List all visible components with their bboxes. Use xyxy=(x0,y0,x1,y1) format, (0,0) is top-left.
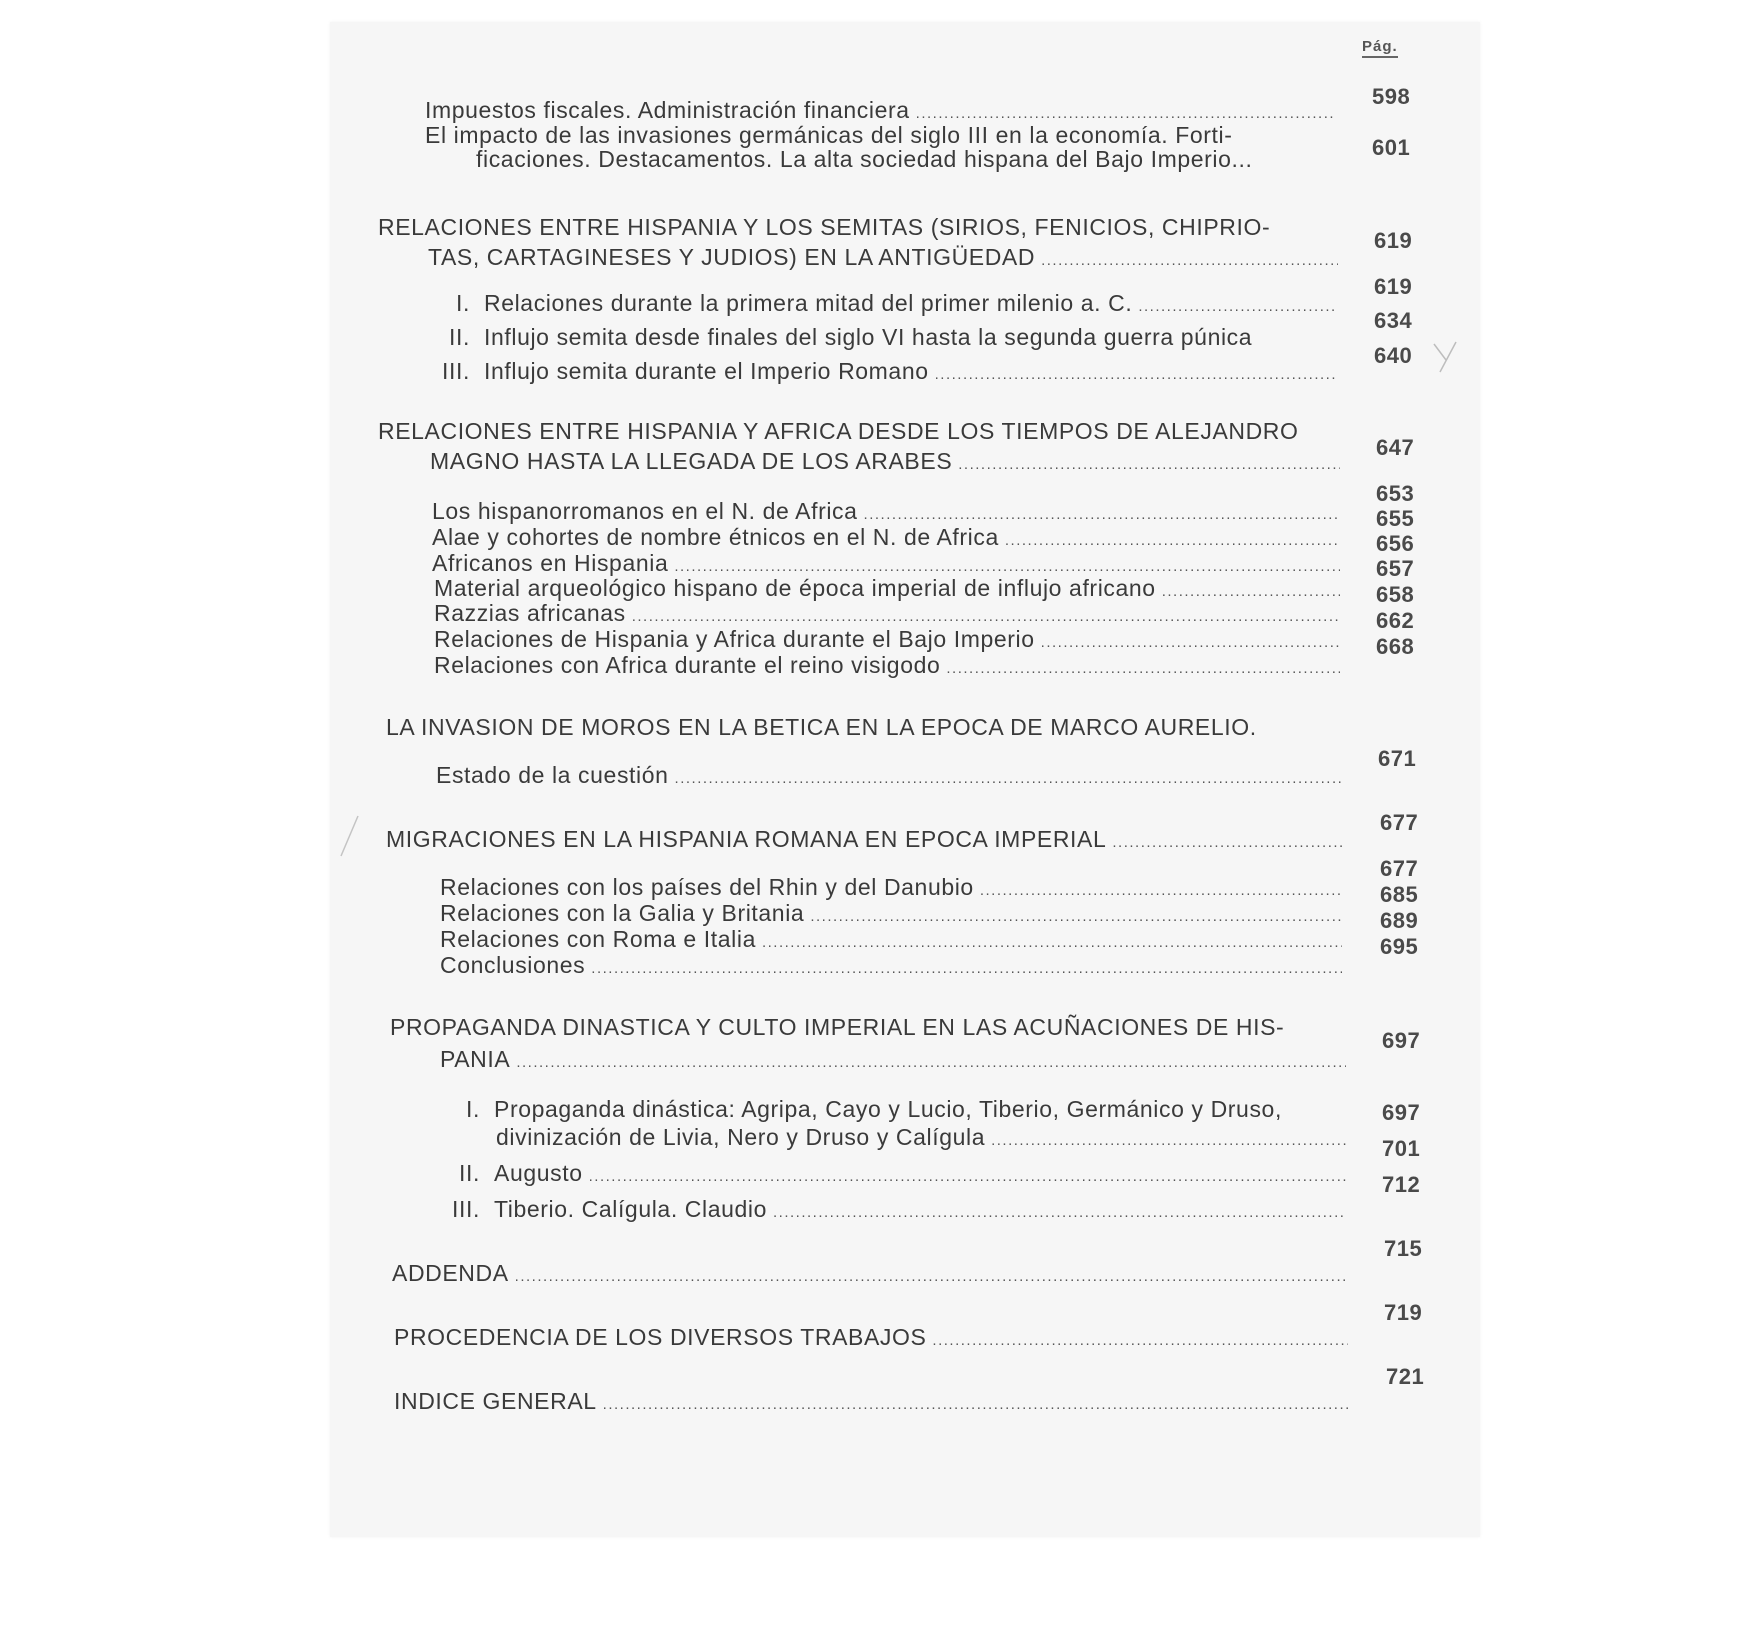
toc-entry-text: Alae y cohortes de nombre étnicos en el N. de Africa xyxy=(432,524,999,550)
leader-dots xyxy=(591,954,1342,984)
leader-dots xyxy=(1112,828,1342,858)
toc-entry-text: Influjo semita desde finales del siglo VI hasta la segunda guerra púnica xyxy=(484,324,1253,350)
toc-page-number: 656 xyxy=(1376,531,1415,556)
leader-dots xyxy=(958,450,1340,480)
toc-entry xyxy=(450,1094,1346,1124)
leader-dots xyxy=(773,1198,1346,1228)
toc-entry-text: Material arqueológico hispano de época imperial de influjo africano xyxy=(434,575,1156,601)
leader-dots xyxy=(935,360,1338,390)
toc-page-number: 689 xyxy=(1380,908,1419,933)
toc-entry xyxy=(476,144,1336,174)
toc-entry-text: Tiberio. Calígula. Claudio xyxy=(494,1196,767,1222)
roman-numeral: I. xyxy=(456,290,470,316)
toc-page-number: 658 xyxy=(1376,582,1415,607)
toc-entry-text: El impacto de las invasiones germánicas del siglo III en la economía. Forti- xyxy=(425,122,1233,148)
section-heading xyxy=(394,1322,1348,1352)
toc-page-number: 598 xyxy=(1372,84,1411,109)
leader-dots xyxy=(932,1326,1348,1356)
toc-entry-text: divinización de Livia, Nero y Druso y Calígula xyxy=(496,1124,986,1150)
section-heading-text: PANIA xyxy=(440,1046,511,1072)
toc-entry xyxy=(430,1194,1346,1224)
section-heading-text: LA INVASION DE MOROS EN LA BETICA EN LA EPOCA DE MARCO AURELIO. xyxy=(386,714,1257,740)
toc-page-number: 695 xyxy=(1380,934,1419,959)
toc-page-number: 653 xyxy=(1376,481,1415,506)
roman-numeral: III. xyxy=(442,358,470,384)
toc-page-number: 655 xyxy=(1376,506,1415,531)
toc-entry-text: Conclusiones xyxy=(440,952,586,978)
section-heading xyxy=(378,416,1340,446)
toc-page-number: 668 xyxy=(1376,634,1415,659)
page-column-header: Pág. xyxy=(1362,38,1398,58)
leader-dots xyxy=(515,1262,1348,1292)
toc-page-number: 697 xyxy=(1382,1100,1421,1125)
toc-entry xyxy=(430,322,1338,352)
section-heading xyxy=(378,212,1338,242)
toc-page-number: 601 xyxy=(1372,135,1411,160)
toc-page-number: 634 xyxy=(1374,308,1413,333)
roman-numeral: II. xyxy=(449,324,470,350)
leader-dots xyxy=(1041,246,1338,276)
toc-page-number: 677 xyxy=(1380,856,1419,881)
section-heading xyxy=(430,446,1340,476)
section-heading-text: MIGRACIONES EN LA HISPANIA ROMANA EN EPOCA IMPERIAL xyxy=(386,826,1107,852)
section-heading xyxy=(392,1258,1348,1288)
toc-entry-text: Relaciones de Hispania y Africa durante el Bajo Imperio xyxy=(434,626,1035,652)
leader-dots xyxy=(516,1048,1346,1078)
toc-entry-text: Relaciones con Africa durante el reino visigodo xyxy=(434,652,941,678)
section-heading-text: ADDENDA xyxy=(392,1260,509,1286)
toc-page-number: 715 xyxy=(1384,1236,1423,1261)
toc-entry xyxy=(420,356,1338,386)
toc-entry-text: Influjo semita durante el Imperio Romano xyxy=(484,358,929,384)
toc-entry xyxy=(496,1122,1346,1152)
leader-dots xyxy=(946,654,1340,684)
roman-numeral: I. xyxy=(466,1096,480,1122)
leader-dots xyxy=(603,1390,1350,1420)
section-heading-text: MAGNO HASTA LA LLEGADA DE LOS ARABES xyxy=(430,448,953,474)
toc-entry-text: Los hispanorromanos en el N. de Africa xyxy=(432,498,858,524)
toc-page-number: 619 xyxy=(1374,228,1413,253)
toc-page-number: 701 xyxy=(1382,1136,1421,1161)
section-heading-text: RELACIONES ENTRE HISPANIA Y AFRICA DESDE LOS TIEMPOS DE ALEJANDRO xyxy=(378,418,1299,444)
section-heading xyxy=(394,1386,1350,1416)
toc-page-number: 640 xyxy=(1374,343,1413,368)
pencil-mark-icon xyxy=(1432,340,1462,374)
section-heading xyxy=(386,824,1342,854)
toc-entry-text: Relaciones durante la primera mitad del primer milenio a. C. xyxy=(484,290,1133,316)
section-heading xyxy=(440,1044,1346,1074)
toc-page-number: 697 xyxy=(1382,1028,1421,1053)
toc-entry xyxy=(440,288,1338,318)
section-heading xyxy=(390,1012,1346,1042)
toc-entry-text: Relaciones con los países del Rhin y del Danubio xyxy=(440,874,974,900)
leader-dots xyxy=(1138,292,1338,322)
toc-entry-text: Augusto xyxy=(494,1160,583,1186)
toc-page-number: 662 xyxy=(1376,608,1415,633)
toc-entry xyxy=(440,1158,1346,1188)
toc-entry xyxy=(434,650,1340,680)
toc-page-number: 619 xyxy=(1374,274,1413,299)
section-heading-text: INDICE GENERAL xyxy=(394,1388,597,1414)
toc-page-number: 671 xyxy=(1378,746,1417,771)
section-heading xyxy=(386,712,1346,742)
toc-entry xyxy=(436,760,1342,790)
roman-numeral: III. xyxy=(452,1196,480,1222)
toc-entry-text: Relaciones con la Galia y Britania xyxy=(440,900,805,926)
leader-dots xyxy=(675,764,1342,794)
toc-page-number: 647 xyxy=(1376,435,1415,460)
pencil-mark-icon xyxy=(338,814,360,858)
toc-page-number: 685 xyxy=(1380,882,1419,907)
section-heading-text: RELACIONES ENTRE HISPANIA Y LOS SEMITAS (SIRIOS, FENICIOS, CHIPRIO- xyxy=(378,214,1271,240)
toc-entry-text: Impuestos fiscales. Administración financiera xyxy=(425,97,910,123)
section-heading-text: TAS, CARTAGINESES Y JUDIOS) EN LA ANTIGÜEDAD xyxy=(428,244,1036,270)
section-heading xyxy=(428,242,1338,272)
toc-page-number: 677 xyxy=(1380,810,1419,835)
toc-entry-text: Relaciones con Roma e Italia xyxy=(440,926,756,952)
leader-dots xyxy=(589,1162,1346,1192)
toc-entry xyxy=(440,950,1342,980)
roman-numeral: II. xyxy=(459,1160,480,1186)
leader-dots xyxy=(991,1126,1346,1156)
toc-page-number: 721 xyxy=(1386,1364,1425,1389)
toc-entry-text: Razzias africanas xyxy=(434,600,626,626)
toc-page-number: 719 xyxy=(1384,1300,1423,1325)
section-heading-text: PROCEDENCIA DE LOS DIVERSOS TRABAJOS xyxy=(394,1324,927,1350)
toc-entry-text: Estado de la cuestión xyxy=(436,762,669,788)
section-heading-text: PROPAGANDA DINASTICA Y CULTO IMPERIAL EN LAS ACUÑACIONES DE HIS- xyxy=(390,1014,1285,1040)
toc-page-number: 657 xyxy=(1376,556,1415,581)
toc-entry-text: Propaganda dinástica: Agripa, Cayo y Lucio, Tiberio, Germánico y Druso, xyxy=(494,1096,1282,1122)
toc-page-number: 712 xyxy=(1382,1172,1421,1197)
toc-entry-text: Africanos en Hispania xyxy=(432,550,669,576)
toc-entry-text: ficaciones. Destacamentos. La alta sociedad hispana del Bajo Imperio... xyxy=(476,146,1253,172)
